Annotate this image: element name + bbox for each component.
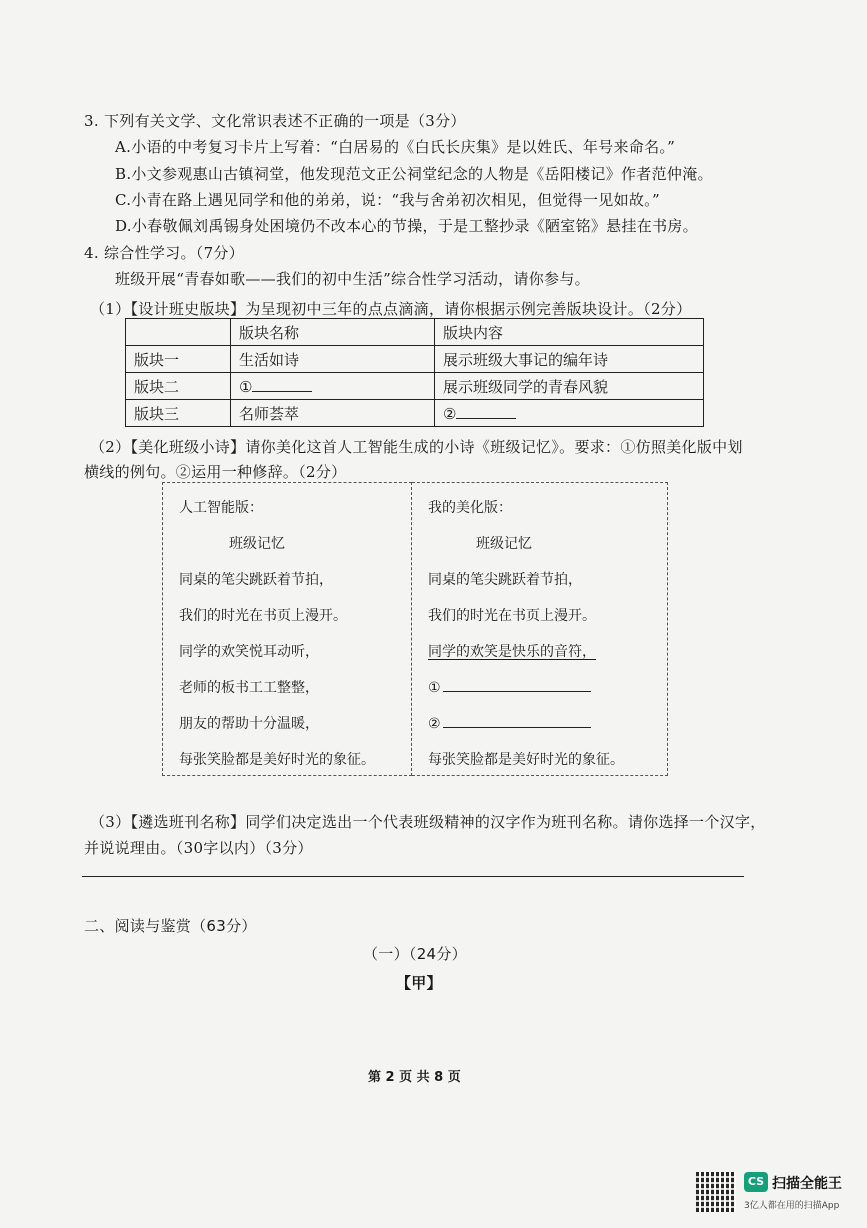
answer-blank[interactable] [252, 377, 312, 392]
my-poem-blank-1[interactable] [428, 677, 591, 696]
blank-marker: ② [428, 716, 441, 732]
q4-part3-prompt-line2: 并说说理由。（30字以内）（3分） [84, 839, 313, 857]
watermark-title: 扫描全能王 [772, 1176, 842, 1192]
table-cell: 名师荟萃 [231, 400, 435, 427]
ai-poem-line: 朋友的帮助十分温暖， [179, 716, 319, 732]
ai-poem-line: 我们的时光在书页上漫开。 [179, 608, 347, 624]
q3-stem: 3. 下列有关文学、文化常识表述不正确的一项是（3分） [84, 112, 466, 130]
blank-marker: ① [428, 680, 441, 696]
blank-marker: ② [443, 404, 457, 423]
answer-blank[interactable] [443, 713, 591, 728]
page-number: 第 2 页 共 8 页 [368, 1070, 461, 1085]
table-cell: 版块一 [126, 346, 231, 373]
my-poem-box [412, 482, 668, 776]
table-cell: 生活如诗 [231, 346, 435, 373]
answer-line[interactable] [82, 876, 744, 877]
q4-part1-prompt: （1）【设计班史版块】为呈现初中三年的点点滴滴，请你根据示例完善版块设计。（2分） [90, 300, 692, 318]
q3-option-a: A.小语的中考复习卡片上写着：“白居易的《白氏长庆集》是以姓氏、年号来命名。” [115, 138, 676, 156]
ai-poem-line: 同桌的笔尖跳跃着节拍， [179, 572, 333, 588]
passage-label: 【甲】 [396, 974, 442, 992]
ai-poem-box [162, 482, 412, 776]
my-poem-line: 我们的时光在书页上漫开。 [428, 608, 596, 624]
answer-blank[interactable] [456, 404, 516, 419]
ai-poem-line: 每张笑脸都是美好时光的象征。 [179, 752, 375, 768]
table-header-row [126, 319, 704, 346]
blank-cell-2[interactable] [435, 400, 704, 427]
my-poem-title: 班级记忆 [476, 536, 532, 552]
q3-option-c: C.小青在路上遇见同学和他的弟弟，说：“我与舍弟初次相见，但觉得一见如故。” [115, 191, 660, 209]
ai-poem-label: 人工智能版： [179, 500, 263, 516]
q3-option-b: B.小文参观惠山古镇祠堂，他发现范文正公祠堂纪念的人物是《岳阳楼记》作者范仲淹。 [115, 165, 713, 183]
ai-poem-title: 班级记忆 [229, 536, 285, 552]
my-poem-label: 我的美化版： [428, 500, 512, 516]
table-row [126, 400, 704, 427]
table-row [126, 373, 704, 400]
my-poem-line: 同桌的笔尖跳跃着节拍， [428, 572, 582, 588]
board-design-table [125, 318, 704, 427]
my-poem-example-line: 同学的欢笑是快乐的音符， [428, 644, 596, 660]
q3-option-d: D.小春敬佩刘禹锡身处困境仍不改本心的节操，于是工整抄录《陋室铭》悬挂在书房。 [115, 217, 698, 235]
table-cell: 展示班级同学的青春风貌 [435, 373, 704, 400]
blank-marker: ① [239, 377, 253, 396]
table-cell: 展示班级大事记的编年诗 [435, 346, 704, 373]
subsection-heading: （一）（24分） [363, 945, 467, 963]
section-heading: 二、阅读与鉴赏（63分） [84, 917, 257, 935]
table-cell [126, 319, 231, 346]
q4-part2-prompt-line1: （2）【美化班级小诗】请你美化这首人工智能生成的小诗《班级记忆》。要求：①仿照美化版中划 [90, 438, 743, 456]
q4-intro: 班级开展“青春如歌——我们的初中生活”综合性学习活动，请你参与。 [115, 270, 590, 288]
my-poem-blank-2[interactable] [428, 713, 591, 732]
blank-cell-1[interactable] [231, 373, 435, 400]
my-poem-line: 每张笑脸都是美好时光的象征。 [428, 752, 624, 768]
table-cell: 版块三 [126, 400, 231, 427]
q4-stem: 4. 综合性学习。（7分） [84, 244, 245, 262]
ai-poem-line: 老师的板书工工整整， [179, 680, 319, 696]
table-header: 版块内容 [435, 319, 704, 346]
q4-part3-prompt-line1: （3）【遴选班刊名称】同学们决定选出一个代表班级精神的汉字作为班刊名称。请你选择一个汉字， [90, 813, 766, 831]
qr-code-icon [696, 1172, 736, 1212]
table-header: 版块名称 [231, 319, 435, 346]
q4-part2-prompt-line2: 横线的例句。②运用一种修辞。（2分） [84, 463, 347, 481]
answer-blank[interactable] [443, 677, 591, 692]
cs-logo-icon: CS [744, 1172, 768, 1192]
watermark-subtitle: 3亿人都在用的扫描App [744, 1201, 840, 1211]
table-cell: 版块二 [126, 373, 231, 400]
table-row [126, 346, 704, 373]
ai-poem-line: 同学的欢笑悦耳动听， [179, 644, 319, 660]
